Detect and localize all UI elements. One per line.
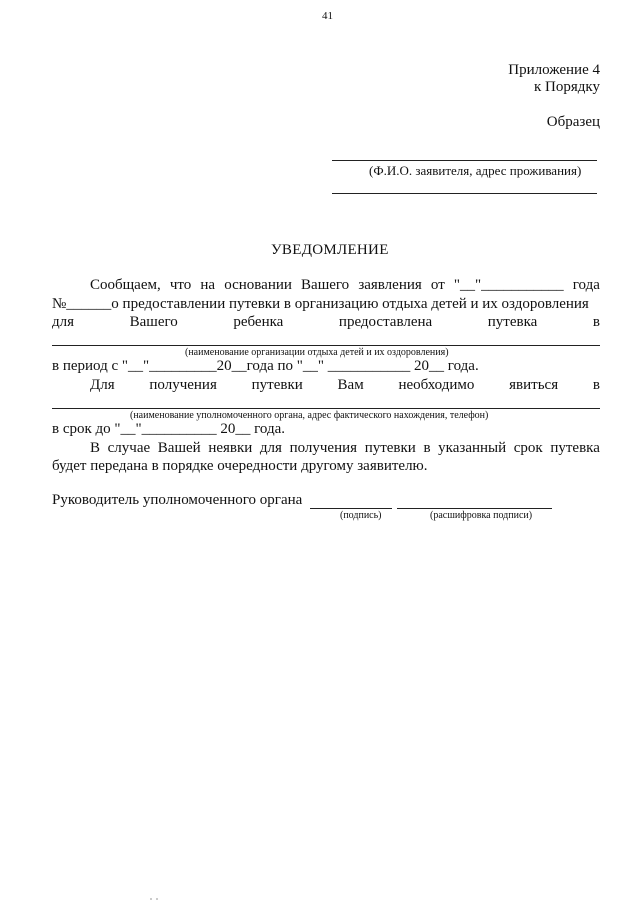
authority-fill-line <box>52 408 600 409</box>
signature-label: Руководитель уполномоченного органа <box>52 492 303 508</box>
word: путевки <box>251 377 303 393</box>
word: предоставлена <box>338 314 433 330</box>
scan-artifact <box>150 898 152 900</box>
appendix-label: Приложение 4 <box>508 62 600 78</box>
word: получения <box>289 440 358 456</box>
word: на <box>200 277 216 293</box>
word: путевка <box>487 314 538 330</box>
authority-caption: (наименование уполномоченного органа, адрес фактического нахождения, телефон) <box>130 410 489 421</box>
word: в <box>592 377 600 393</box>
word: в <box>423 440 431 456</box>
word: года <box>572 277 600 293</box>
sample-label: Образец <box>546 114 600 130</box>
document-title: УВЕДОМЛЕНИЕ <box>271 242 389 258</box>
word: указанный <box>438 440 507 456</box>
deadline-line: в срок до "__"__________ 20__ года. <box>52 421 286 437</box>
body-line-3 <box>52 314 600 331</box>
word: для <box>259 440 282 456</box>
body-line-case <box>90 440 600 457</box>
word: заявления <box>358 277 422 293</box>
signature-decode-line <box>397 508 552 509</box>
word: основании <box>224 277 292 293</box>
word: в <box>592 314 600 330</box>
word: путевки <box>364 440 416 456</box>
word: В <box>90 440 101 456</box>
word: Для <box>90 377 115 393</box>
word: ребенка <box>233 314 284 330</box>
body-line-case-end: будет передана в порядке очередности другому заявителю. <box>52 458 428 474</box>
word: "__"___________ <box>453 277 564 293</box>
word: от <box>430 277 445 293</box>
addressee-line-2 <box>332 193 597 194</box>
addressee-line-1 <box>332 160 597 161</box>
signature-line <box>310 508 392 509</box>
word: Вашей <box>157 440 201 456</box>
word: что <box>169 277 192 293</box>
addressee-caption: (Ф.И.О. заявителя, адрес проживания) <box>369 163 582 178</box>
body-line-5 <box>90 377 600 394</box>
word: Вам <box>337 377 364 393</box>
period-line: в период с "__"_________20__года по "__" ___________ 20__ года. <box>52 358 479 374</box>
word: срок <box>513 440 543 456</box>
page-number: 41 <box>322 10 333 22</box>
word: Вашего <box>301 277 350 293</box>
word: путевка <box>550 440 600 456</box>
word: явиться <box>509 377 559 393</box>
word: случае <box>107 440 151 456</box>
body-line-1 <box>90 277 600 294</box>
organization-caption: (наименование организации отдыха детей и их оздоровления) <box>185 347 449 358</box>
signature-decode-caption: (расшифровка подписи) <box>430 510 533 521</box>
order-label: к Порядку <box>534 79 600 95</box>
scan-artifact <box>156 898 158 900</box>
word: получения <box>149 377 217 393</box>
word: неявки <box>208 440 253 456</box>
word: Сообщаем, <box>90 277 161 293</box>
signature-caption: (подпись) <box>340 510 382 521</box>
body-line-2: №______о предоставлении путевки в организацию отдыха детей и их оздоровления <box>52 296 589 312</box>
word: необходимо <box>398 377 475 393</box>
organization-fill-line <box>52 345 600 346</box>
word: для <box>52 314 75 330</box>
word: Вашего <box>129 314 178 330</box>
